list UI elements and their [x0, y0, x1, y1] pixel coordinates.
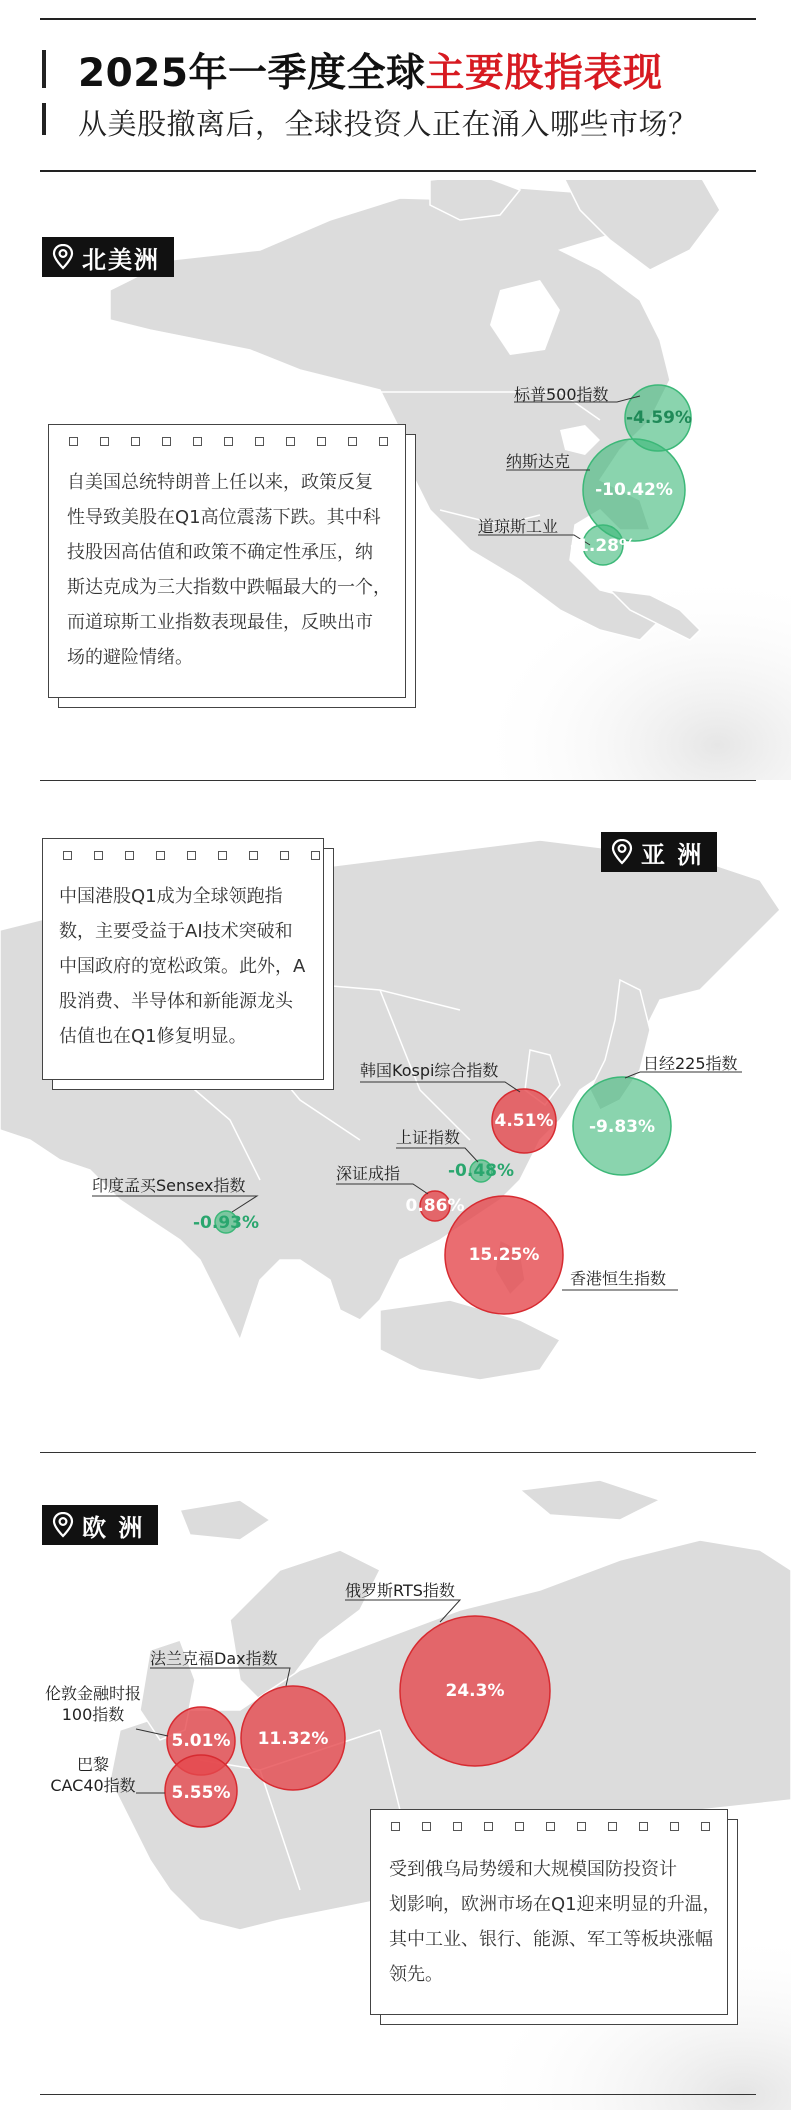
cac-label: 巴黎 CAC40指数 — [50, 1755, 136, 1795]
dowjones-label: 道琼斯工业 — [478, 517, 559, 536]
europe-description-card — [370, 1809, 728, 2015]
sensex-label: 印度孟买Sensex指数 — [92, 1176, 246, 1195]
shenzhen-label: 深证成指 — [336, 1164, 401, 1183]
sp500-change: -4.59% — [625, 408, 693, 428]
rts-label: 俄罗斯RTS指数 — [345, 1581, 455, 1600]
kospi-label: 韩国Kospi综合指数 — [360, 1061, 499, 1080]
asia-tag-label: 亚 洲 — [641, 840, 704, 869]
north-america-description: 自美国总统特朗普上任以来，政策反复 性导致美股在Q1高位震荡下跌。其中科 技股因高估值和政策不确定性承压，纳 斯达克成为三大指数中跌幅最大的一个， 而道琼斯工业指数表现最佳，反映出市 场的避险情绪。 — [67, 472, 391, 668]
nikkei-change: -9.83% — [588, 1117, 656, 1137]
dax-label: 法兰克福Dax指数 — [150, 1649, 278, 1668]
asia-description: 中国港股Q1成为全球领跑指 数，主要受益于AI技术突破和 中国政府的宽松政策。此外，A 股消费、半导体和新能源龙头 估值也在Q1修复明显。 — [59, 886, 306, 1047]
europe-description: 受到俄乌局势缓和大规模国防投资计 划影响，欧洲市场在Q1迎来明显的升温， 其中工业、银行、能源、军工等板块涨幅 领先。 — [389, 1859, 721, 1985]
sensex-change: -0.93% — [192, 1213, 260, 1233]
hangseng-label: 香港恒生指数 — [570, 1269, 667, 1288]
ftse-label: 伦敦金融时报 100指数 — [44, 1684, 141, 1724]
cac-change: 5.55% — [171, 1783, 231, 1803]
shenzhen-change: 0.86% — [405, 1196, 465, 1216]
dax-change: 11.32% — [257, 1729, 329, 1749]
sp500-label: 标普500指数 — [514, 385, 609, 404]
rts-leader — [345, 1600, 460, 1622]
dowjones-change: -1.28% — [569, 536, 637, 556]
page-title: 2025年一季度全球主要股指表现 — [78, 51, 663, 96]
nasdaq-label: 纳斯达克 — [506, 452, 571, 471]
hangseng-change: 15.25% — [468, 1245, 540, 1265]
dax-leader — [150, 1668, 290, 1686]
europe-tag-label: 欧 洲 — [82, 1513, 145, 1542]
nikkei-label: 日经225指数 — [643, 1054, 738, 1073]
rts-change: 24.3% — [445, 1681, 505, 1701]
ftse-change: 5.01% — [171, 1731, 231, 1751]
page-title-highlight: 主要股指表现 — [425, 51, 663, 96]
card-dots — [391, 1822, 710, 1831]
kospi-change: 4.51% — [494, 1111, 554, 1131]
shanghai-label: 上证指数 — [396, 1128, 461, 1147]
europe-bottom-rule — [40, 2094, 756, 2095]
ftse-leader — [136, 1729, 168, 1736]
nasdaq-change: -10.42% — [595, 480, 673, 500]
page-subtitle: 从美股撤离后，全球投资人正在涌入哪些市场？ — [78, 107, 698, 141]
north-america-tag-label: 北美洲 — [82, 245, 160, 274]
shanghai-change: -0.48% — [447, 1161, 515, 1181]
